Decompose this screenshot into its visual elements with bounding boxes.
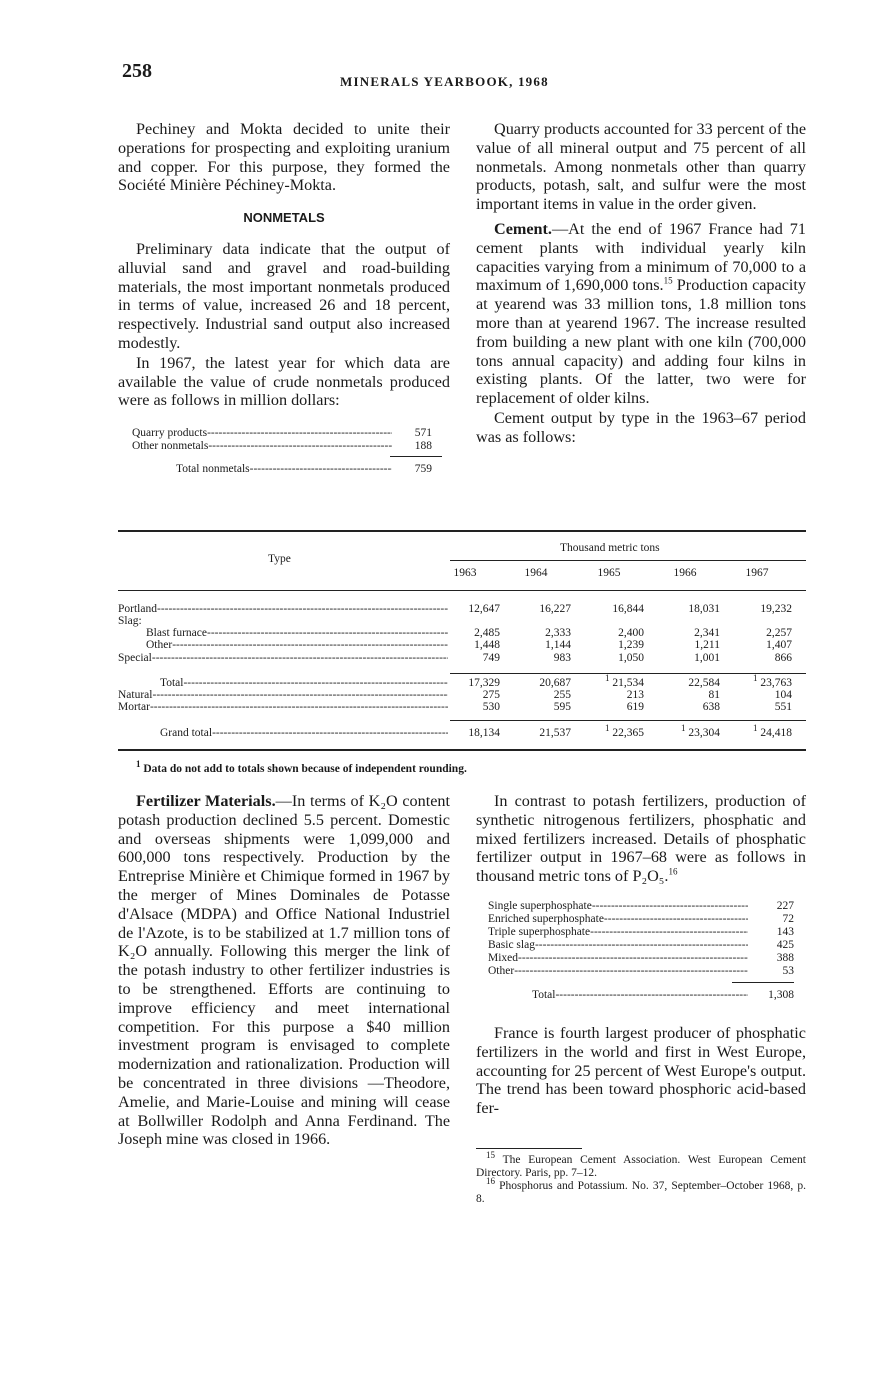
table-row: Quarry products ----- 571	[132, 427, 432, 440]
table-cell: 983	[553, 652, 571, 664]
paragraph-pechiney: Pechiney and Mokta decided to unite their operations for prospecting and exploiting uranium and copper. For this purpose, they formed the Société Minière Péchiney-Mokta.	[118, 120, 450, 195]
table-cell: 1,144	[545, 639, 571, 651]
footnote-ref-16: 16	[668, 866, 678, 877]
table-cell: 2,257	[766, 627, 792, 639]
table-cell: $^1$ 21,534	[605, 673, 644, 689]
section-heading-nonmetals: NONMETALS	[243, 210, 325, 226]
table-cell: 16,844	[612, 603, 644, 615]
table-cell: 20,687	[539, 677, 571, 689]
table-row: Triple superphosphate ----- 143	[488, 926, 794, 939]
table-cell: 2,485	[474, 627, 500, 639]
row-label: Portland	[118, 603, 157, 615]
year-header: 1963	[453, 567, 477, 579]
table-row: Single superphosphate ----- 227	[488, 900, 794, 913]
footnote-rule	[476, 1148, 582, 1149]
table-row: Enriched superphosphate ----- 72	[488, 913, 794, 926]
table-total-row: Total ----- 1,308	[488, 989, 794, 1002]
table-cell: 18,031	[688, 603, 720, 615]
paragraph-preliminary: Preliminary data indicate that the output of alluvial sand and gravel and road-building materials, the most important nonmetals produced in terms of value, increased 26 and 18 percent, respectively. Industrial sand output also increased modestly.	[118, 239, 450, 352]
table-cell: 619	[626, 701, 644, 713]
table-cell: 1,407	[766, 639, 792, 651]
footnote-15: $^{15}$ The European Cement Association. West European Cement Directory. Paris, pp. 7–12.	[476, 1150, 806, 1179]
total-rule	[732, 982, 794, 983]
runin-fertilizer: Fertilizer Materials.	[136, 792, 276, 810]
table-cell: 255	[553, 689, 571, 701]
table-cell: 213	[626, 689, 644, 701]
table-cell: 1,001	[694, 652, 720, 664]
right-column	[476, 120, 806, 447]
footnote-16: $^{16}$ Phosphorus and Potassium. No. 37, September–October 1968, p. 8.	[476, 1176, 807, 1205]
column-group-header: Thousand metric tons	[560, 542, 660, 554]
table-cell: 275	[482, 689, 500, 701]
row-label: Total	[160, 677, 184, 689]
row-label: Special	[118, 652, 152, 664]
left-column	[118, 120, 450, 476]
table-cell: 16,227	[539, 603, 571, 615]
table-cell: 1,211	[694, 639, 720, 651]
table-row	[160, 727, 448, 740]
paragraph-1967-values: In 1967, the latest year for which data are available the value of crude nonmetals produced were as follows in million dollars:	[118, 353, 450, 410]
table-cell: 551	[774, 701, 792, 713]
table-cell: 19,232	[760, 603, 792, 615]
year-header: 1967	[745, 567, 769, 579]
table-cell: $^1$ 24,418	[753, 723, 792, 739]
table-cell: 104	[774, 689, 792, 701]
table-row: Other ----- 53	[488, 965, 794, 978]
page-number: 258	[122, 60, 152, 82]
table-cell: $^1$ 22,365	[605, 723, 644, 739]
table-cell: 1,239	[618, 639, 644, 651]
table-cell: 866	[774, 652, 792, 664]
table-footnote: $^1$ Data do not add to totals shown because of independent rounding.	[136, 759, 467, 775]
table-cell: 749	[482, 652, 500, 664]
row-label: Natural	[118, 689, 153, 701]
paragraph-potash-contrast: In contrast to potash fertilizers, production of synthetic nitrogenous fertilizers, phosphatic and mixed fertilizers increased. Details of phosphatic fertilizer output in 1967–68 were as follows in thousand metric tons of P₂O₅.$^{16}$	[476, 792, 806, 886]
paragraph-quarry: Quarry products accounted for 33 percent of the value of all mineral output and 75 percent of all nonmetals. Among nonmetals other than quarry products, potash, salt, and sulfur were the most important items in value in the order given.	[476, 120, 806, 214]
lower-left-column	[118, 792, 450, 1149]
running-title: MINERALS YEARBOOK, 1968	[340, 74, 549, 89]
table-cell: 2,400	[618, 627, 644, 639]
table-cell: 2,341	[694, 627, 720, 639]
table-cell: 638	[702, 701, 720, 713]
row-label: Grand total	[160, 727, 213, 739]
year-header: 1966	[673, 567, 697, 579]
column-header-type: Type	[268, 553, 291, 565]
table-cell: 2,333	[545, 627, 571, 639]
table-row: Other nonmetals ----- 188	[132, 440, 432, 453]
table-cell: 22,584	[688, 677, 720, 689]
table-row	[146, 639, 448, 652]
table-cell: 1,050	[618, 652, 644, 664]
runin-cement: Cement.	[494, 219, 552, 238]
table-cell: 1,448	[474, 639, 500, 651]
table-cell: 21,537	[539, 727, 571, 739]
paragraph-cement-output: Cement output by type in the 1963–67 period was as follows:	[476, 408, 806, 446]
table-cell: 18,134	[468, 727, 500, 739]
row-label: Slag:	[118, 615, 142, 627]
table-cell: 12,647	[468, 603, 500, 615]
table-row: Basic slag ----- 425	[488, 939, 794, 952]
year-header: 1964	[524, 567, 548, 579]
table-cell: $^1$ 23,304	[681, 723, 720, 739]
table-total-row: Total nonmetals ----- 759	[132, 463, 432, 476]
paragraph-fertilizer: Fertilizer Materials.—In terms of K₂O content potash production declined 5.5 percent. Domestic and overseas shipments were 1,099,000 and 600,000 tons respectively. Production by the Entreprise Minière et Chimique formed in 1967 by the merger of Mines Dominales de Potasse d'Alsace (MDPA) and Office National Industriel de l'Azote, is to be stabilized at 1.7 million tons of K₂O annually. Following this merger the link of the potash industry to other fertilizer industries is to be strengthened. Efforts are continuing to improve efficiency and meet international competition. For this purpose a $40 million investment program is envisaged to complete modernization and rationalization. Production will be concentrated in three divisions —Theodore, Amelie, and Marie-Louise and mining will cease at Bollwiller Rodolph and Anna Ferdinand. The Joseph mine was closed in 1966.	[118, 792, 450, 1149]
paragraph-france-phosphatic: France is fourth largest producer of phosphatic fertilizers in the world and first in West Europe, accounting for 25 percent of West Europe's output. The trend has been toward phosphoric acid-based fer-	[476, 1023, 806, 1118]
table-cell: 530	[482, 701, 500, 713]
row-label: Other	[146, 639, 173, 651]
row-label: Blast furnace	[146, 627, 207, 639]
table-row: Mixed ----- 388	[488, 952, 794, 965]
table-cell: $^1$ 23,763	[753, 673, 792, 689]
table-row	[118, 652, 448, 665]
footnote-ref-15: 15	[663, 275, 673, 286]
paragraph-cement: Cement.—At the end of 1967 France had 71 cement plants with individual yearly kiln capacities varying from a minimum of 70,000 to a maximum of 1,690,000 tons.$^{15}$ Production capacity at yearend was 33 million tons, 1.8 million tons more than at yearend 1967. The increase resulted from building a new plant with one kiln (700,000 tons annual capacity) and adding four kilns in existing plants. Of the latter, two were for replacement of older kilns.	[476, 219, 806, 408]
table-cell: 81	[708, 689, 720, 701]
phosphate-table	[488, 900, 794, 1002]
lower-right-column	[476, 792, 806, 1118]
footnotes	[476, 1150, 807, 1206]
table-row	[118, 701, 448, 714]
table-cell: 17,329	[468, 677, 500, 689]
row-label: Mortar	[118, 701, 150, 713]
year-header: 1965	[597, 567, 621, 579]
total-rule	[390, 456, 442, 457]
table-cell: 595	[553, 701, 571, 713]
nonmetal-value-table	[132, 427, 432, 476]
